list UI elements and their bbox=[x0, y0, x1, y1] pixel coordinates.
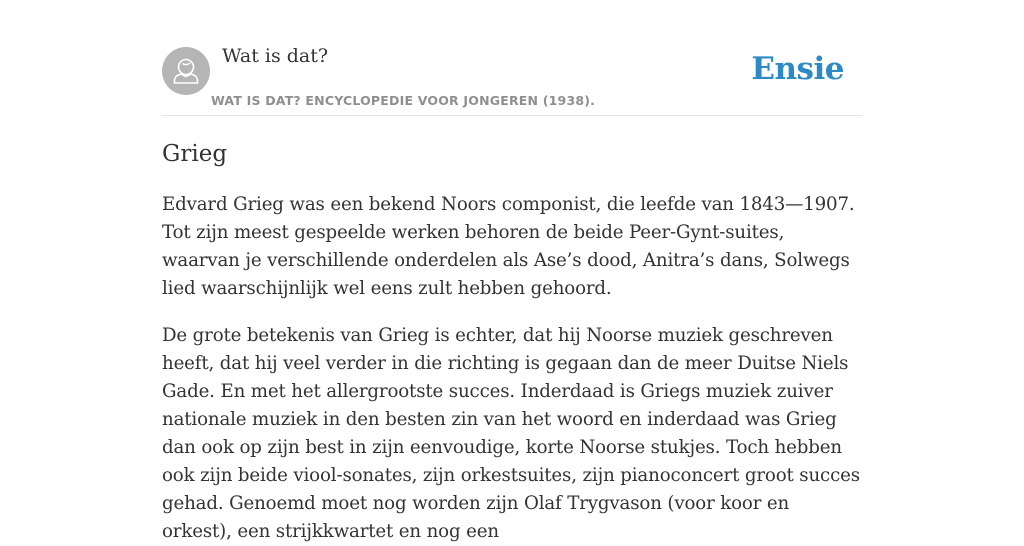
ensie-logo[interactable]: Ensie bbox=[751, 51, 844, 87]
article-paragraph: De grote betekenis van Grieg is echter, dat hij Noorse muziek geschreven heeft, dat hij veel verder in die richting is gegaan dan de meer Duitse Niels Gade. En met het allergrootste succes. Inderdaad is Griegs muziek zuiver nationale muziek in den besten zin van het woord en inderdaad was Grieg dan ook op zijn best in zijn eenvoudige, korte Noorse stukjes. Toch hebben ook zijn beide viool-sonates, zijn orkestsuites, zijn pianoconcert groot succes gehad. Genoemd moet nog worden zijn Olaf Trygvason (voor koor en orkest), een strijkkwartet en nog een bbox=[162, 325, 860, 542]
source-subtitle: WAT IS DAT? ENCYCLOPEDIE VOOR JONGEREN (1938). bbox=[211, 93, 596, 108]
article-title: Grieg bbox=[162, 141, 228, 167]
source-header bbox=[162, 0, 862, 116]
user-avatar-icon[interactable] bbox=[162, 47, 210, 95]
source-title[interactable]: Wat is dat? bbox=[222, 45, 329, 67]
article bbox=[162, 138, 862, 546]
article-paragraph: Edvard Grieg was een bekend Noors componist, die leefde van 1843—1907. Tot zijn meest gespeelde werken behoren de beide Peer-Gynt-suites, waarvan je verschillende onderdelen als Ase’s dood, Anitra’s dans, Solwegs lied waarschijnlijk wel eens zult hebben gehoord. bbox=[162, 194, 855, 299]
